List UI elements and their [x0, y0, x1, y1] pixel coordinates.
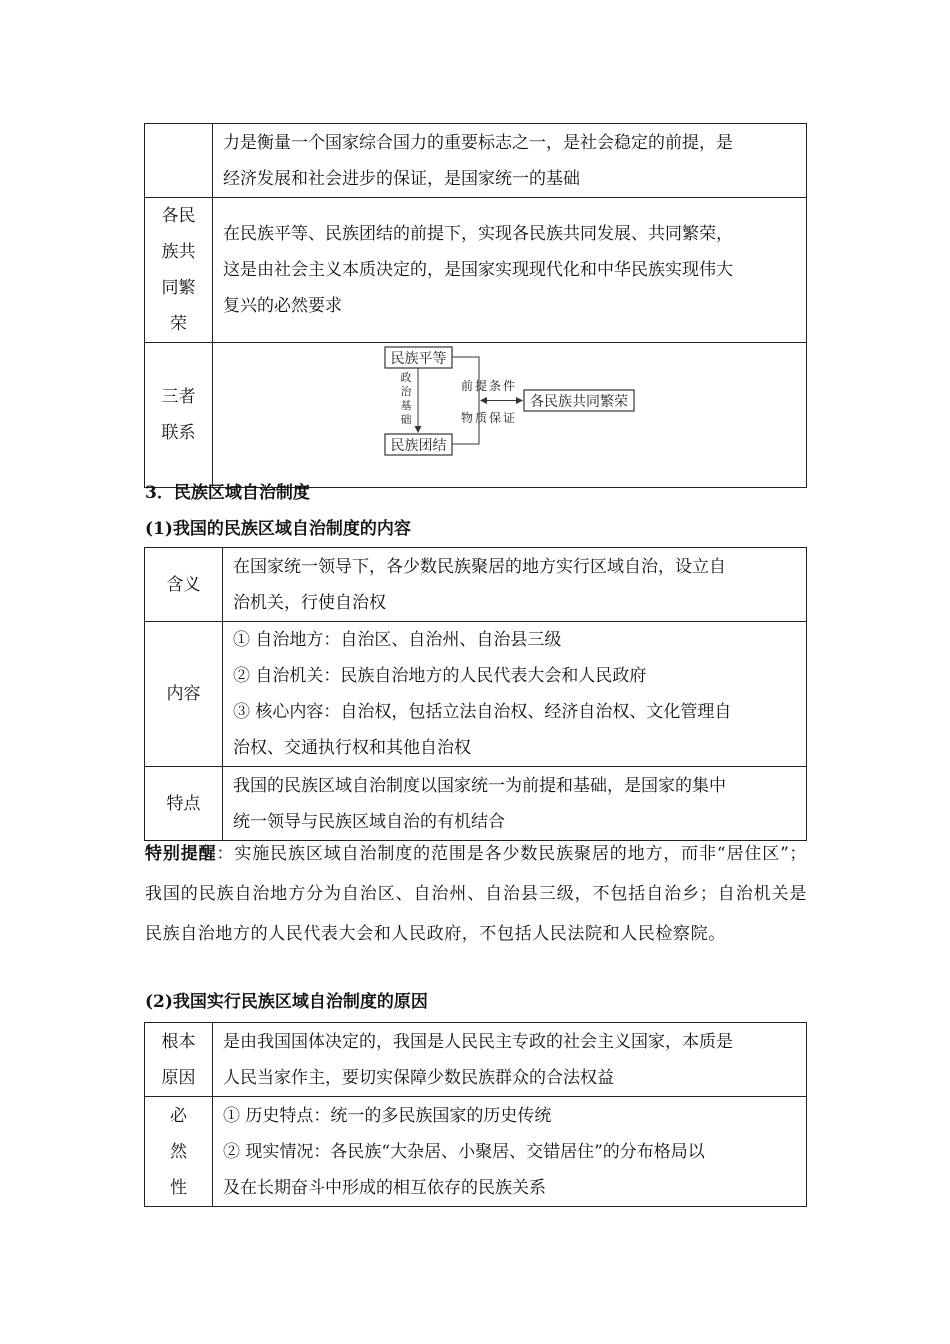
subsection-heading: (2)我国实行民族区域自治制度的原因	[145, 992, 428, 1012]
label-line: 必	[170, 1105, 187, 1126]
label-line: 性	[170, 1177, 187, 1198]
material-guarantee-label: 物质保证	[461, 411, 518, 425]
subsection-heading: (1)我国的民族区域自治制度的内容	[145, 519, 411, 539]
text-line: 在国家统一领导下，各少数民族聚居的地方实行区域自治，设立自	[233, 556, 726, 577]
row-content	[223, 767, 807, 841]
text-line: 复兴的必然要求	[223, 296, 342, 316]
row-content	[223, 548, 807, 622]
label-line: 同繁	[161, 278, 196, 298]
label-line: 原因	[161, 1067, 196, 1088]
connector-line	[452, 357, 479, 444]
section-heading: 3．民族区域自治制度	[145, 483, 310, 503]
table-row	[145, 198, 807, 343]
row-label	[145, 198, 213, 343]
row-label: 含义	[145, 548, 223, 622]
text-line: 我国的民族区域自治制度以国家统一为前提和基础，是国家的集中	[233, 775, 726, 796]
autonomy-content-table	[144, 547, 807, 841]
label-line: 族共	[161, 242, 196, 262]
vertical-label-char: 基	[400, 399, 412, 412]
text-line: 这是由社会主义本质决定的，是国家实现现代化和中华民族实现伟大	[223, 260, 733, 280]
label-line: 根本	[161, 1031, 196, 1052]
text-line: ② 自治机关：民族自治地方的人民代表大会和人民政府	[233, 666, 647, 686]
text-line: ① 历史特点：统一的多民族国家的历史传统	[223, 1105, 552, 1126]
relationship-diagram	[213, 343, 807, 474]
autonomy-reasons-table	[144, 1022, 807, 1207]
label-line: 然	[170, 1141, 187, 1162]
text-line: 治权、交通执行权和其他自治权	[233, 738, 471, 758]
label-line: 三者	[161, 387, 196, 407]
text-line: 是由我国国体决定的，我国是人民民主专政的社会主义国家，本质是	[223, 1031, 733, 1052]
row-content	[223, 622, 807, 767]
reminder-title: 特别提醒	[145, 844, 217, 864]
row-label	[145, 343, 213, 488]
table-row	[145, 1023, 807, 1097]
reminder-text: ：实施民族区域自治制度的范围是各少数民族聚居的地方，而非“居住区”；我国的民族自治地方分为自治区、自治州、自治县三级，不包括自治乡；自治机关是民族自治地方的人民代表大会和人民政府，不包括人民法院和人民检察院。	[145, 844, 808, 944]
text-line: ② 现实情况：各民族“大杂居、小聚居、交错居住”的分布格局以	[223, 1141, 705, 1162]
vertical-label-char: 础	[400, 413, 412, 426]
label-line: 联系	[161, 423, 196, 443]
row-label	[145, 124, 213, 198]
relationship-diagram-cell	[213, 343, 807, 488]
text-line: ③ 核心内容：自治权，包括立法自治权、经济自治权、文化管理自	[233, 702, 732, 722]
text-line: 统一领导与民族区域自治的有机结合	[233, 811, 505, 832]
text-line: 及在长期奋斗中形成的相互依存的民族关系	[223, 1177, 546, 1198]
text-line: 在民族平等、民族团结的前提下，实现各民族共同发展、共同繁荣，	[223, 224, 733, 244]
label-line: 各民	[161, 206, 196, 226]
text-line: 人民当家作主，要切实保障少数民族群众的合法权益	[223, 1067, 614, 1088]
vertical-label-char: 治	[400, 385, 412, 398]
text-line: 力是衡量一个国家综合国力的重要标志之一，是社会稳定的前提，是	[223, 132, 733, 153]
table-row	[145, 767, 807, 841]
table-row	[145, 124, 807, 198]
row-label	[145, 1023, 213, 1097]
row-content	[213, 124, 807, 198]
row-label: 特点	[145, 767, 223, 841]
table-row	[145, 622, 807, 767]
table-row	[145, 548, 807, 622]
table-row	[145, 1097, 807, 1207]
row-content	[213, 198, 807, 343]
text-line: ① 自治地方：自治区、自治州、自治县三级	[233, 630, 562, 650]
label-line: 荣	[170, 314, 187, 334]
text-line: 经济发展和社会进步的保证，是国家统一的基础	[223, 168, 580, 189]
prosperity-box-label: 各民族共同繁荣	[530, 394, 628, 410]
row-label	[145, 1097, 213, 1207]
vertical-label-char: 政	[400, 371, 412, 384]
ethnic-principles-table	[144, 123, 807, 488]
precondition-label: 前提条件	[461, 379, 518, 393]
text-line: 治机关，行使自治权	[233, 592, 386, 613]
row-label: 内容	[145, 622, 223, 767]
unity-box-label: 民族团结	[390, 438, 447, 454]
table-row	[145, 343, 807, 488]
special-reminder	[145, 834, 807, 954]
equality-box-label: 民族平等	[390, 351, 447, 367]
row-content	[213, 1097, 807, 1207]
row-content	[213, 1023, 807, 1097]
